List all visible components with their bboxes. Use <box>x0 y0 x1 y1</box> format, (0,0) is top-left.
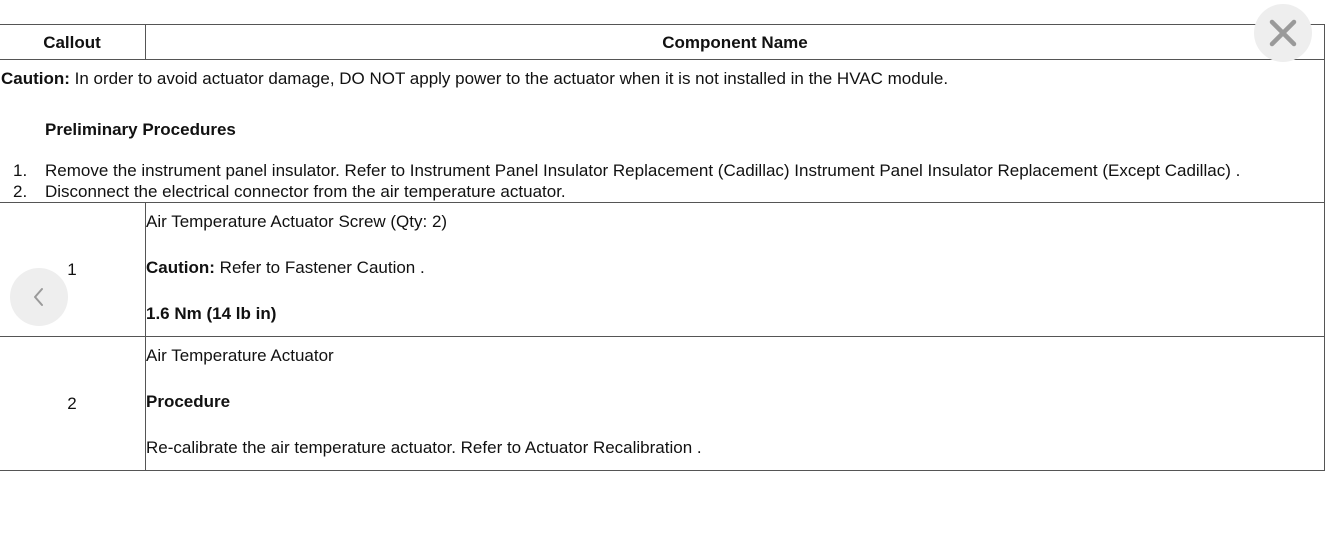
list-item <box>0 160 1324 181</box>
preliminary-procedures-title: Preliminary Procedures <box>45 120 236 139</box>
callout-number: 1 <box>0 203 146 337</box>
notes-row <box>0 60 1325 203</box>
component-cell <box>146 203 1325 337</box>
step-text: Disconnect the electrical connector from the air temperature actuator. <box>45 182 566 201</box>
procedure-text: Re-calibrate the air temperature actuator. Refer to Actuator Recalibration . <box>146 438 702 457</box>
caution-text: In order to avoid actuator damage, DO NOT apply power to the actuator when it is not installed in the HVAC module. <box>69 69 949 88</box>
step-number: 1. <box>13 161 28 180</box>
preliminary-steps <box>0 140 1324 202</box>
torque-spec: 1.6 Nm (14 lb in) <box>146 304 277 323</box>
caution-note <box>0 60 1324 99</box>
step-number: 2. <box>13 182 28 201</box>
close-button[interactable] <box>1254 4 1312 62</box>
component-cell <box>146 337 1325 471</box>
previous-button[interactable] <box>10 268 68 326</box>
caution-label: Caution: <box>146 258 215 277</box>
header-component-name: Component Name <box>146 25 1325 60</box>
close-icon <box>1268 18 1298 48</box>
notes-cell <box>0 60 1325 203</box>
callout-number: 2 <box>0 337 146 471</box>
component-name: Air Temperature Actuator Screw (Qty: 2) <box>146 212 448 231</box>
table-header-row <box>0 25 1325 60</box>
procedure-label: Procedure <box>146 392 231 411</box>
component-name: Air Temperature Actuator <box>146 346 334 365</box>
table-row <box>0 337 1325 471</box>
table-row <box>0 203 1325 337</box>
list-item <box>0 181 1324 202</box>
component-caution <box>146 232 1324 278</box>
component-table <box>0 24 1325 471</box>
step-text: Remove the instrument panel insulator. Refer to Instrument Panel Insulator Replacement (Cadillac) Instrument Panel Insulator Replacement (Except Cadillac) . <box>45 161 1241 180</box>
chevron-left-icon <box>29 285 49 309</box>
caution-text: Refer to Fastener Caution . <box>214 258 425 277</box>
caution-label: Caution: <box>1 69 70 88</box>
header-callout: Callout <box>0 25 146 60</box>
